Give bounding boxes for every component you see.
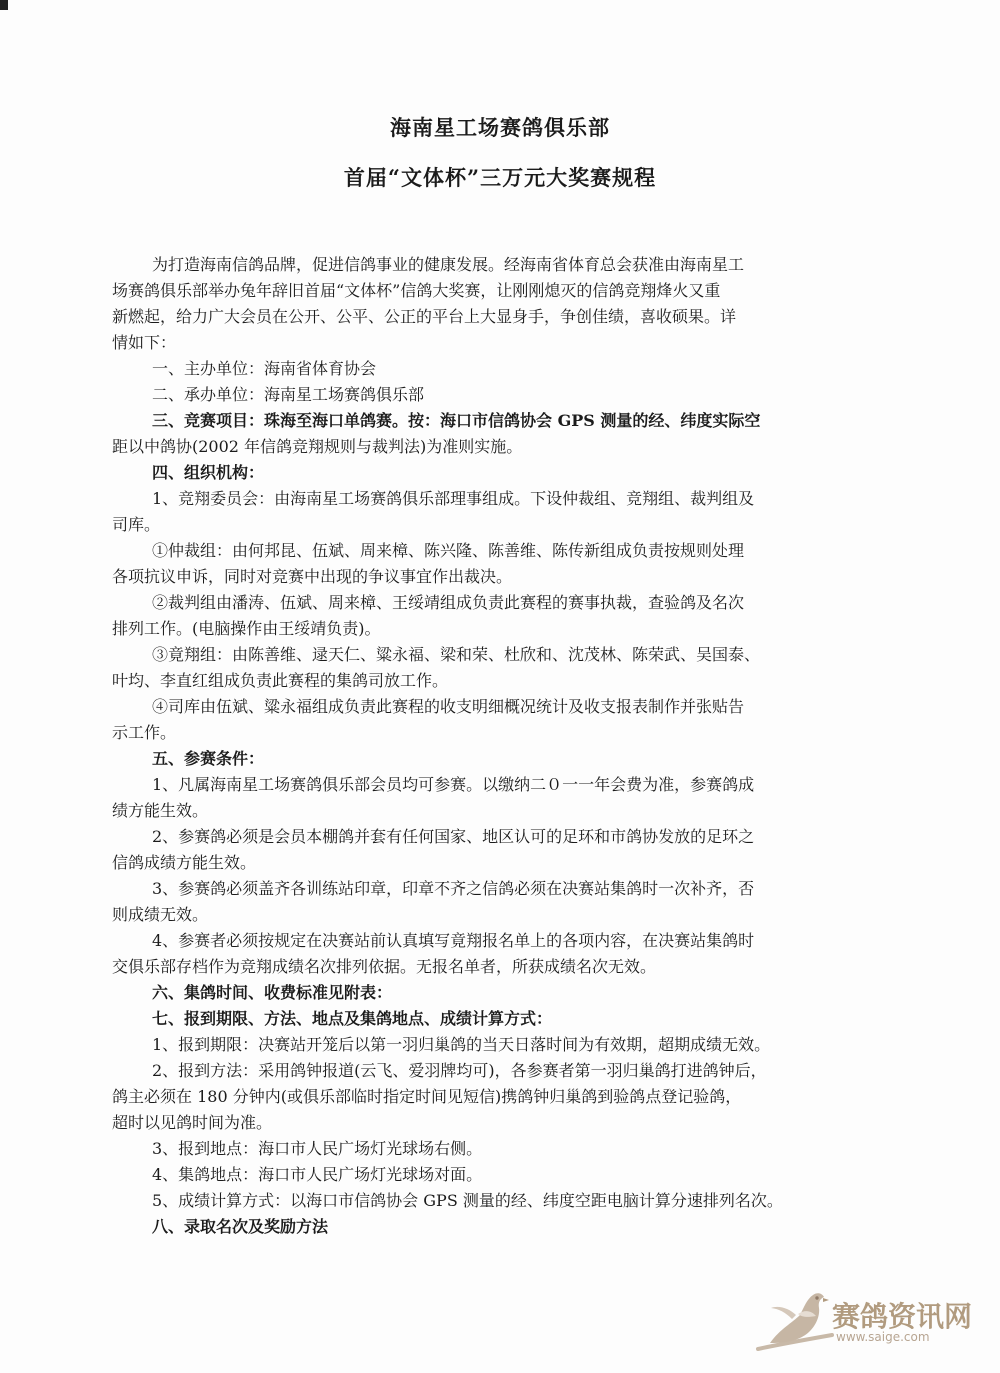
body-line: 交俱乐部存档作为竞翔成绩名次排列依据。无报名单者，所获成绩名次无效。 <box>112 957 657 976</box>
body-line: ④司库由伍斌、粱永福组成负责此赛程的收支明细概况统计及收支报表制作并张贴告 <box>152 697 745 716</box>
body-line: 场赛鸽俱乐部举办兔年辞旧首届“文体杯”信鸽大奖赛，让刚刚熄灭的信鸽竞翔烽火又重 <box>112 281 721 300</box>
body-line: 鸽主必须在 180 分钟内(或俱乐部临时指定时间见短信)携鸽钟归巢鸽到验鸽点登记验鸽， <box>112 1087 742 1106</box>
body-line: 则成绩无效。 <box>112 905 209 924</box>
body-line: 1、凡属海南星工场赛鸽俱乐部会员均可参赛。以缴纳二０一一年会费为准，参赛鸽成 <box>152 775 755 794</box>
body-line: 为打造海南信鸽品牌，促进信鸽事业的健康发展。经海南省体育总会获准由海南星工 <box>152 255 745 274</box>
body-line: 5、成绩计算方式：以海口市信鸽协会 GPS 测量的经、纬度空距电脑计算分速排列名次。 <box>152 1191 783 1210</box>
section-heading: 八、录取名次及奖励方法 <box>152 1217 329 1236</box>
body-line: 绩方能生效。 <box>112 801 209 820</box>
body-line: 情如下： <box>112 333 177 352</box>
scan-corner-mark <box>0 0 8 10</box>
body-line: 3、报到地点：海口市人民广场灯光球场右侧。 <box>152 1139 483 1158</box>
pigeon-logo-icon <box>752 1285 838 1357</box>
body-line: 叶均、李直红组成负责此赛程的集鸽司放工作。 <box>112 671 449 690</box>
body-line: 距以中鸽协(2002 年信鸽竞翔规则与裁判法)为准则实施。 <box>112 437 523 456</box>
section-heading: 四、组织机构： <box>152 463 265 482</box>
body-line: 4、参赛者必须按规定在决赛站前认真填写竟翔报名单上的各项内容，在决赛站集鸽时 <box>152 931 755 950</box>
club-title: 海南星工场赛鸽俱乐部 <box>390 115 610 140</box>
body-line: 司库。 <box>112 515 161 534</box>
body-line: 新燃起，给力广大会员在公开、公平、公正的平台上大显身手，争创佳绩，喜收硕果。详 <box>112 307 737 326</box>
body-line: ③竟翔组：由陈善维、逯天仁、粱永福、梁和荣、杜欣和、沈茂林、陈荣武、吴国泰、 <box>152 645 761 664</box>
site-watermark <box>752 1285 972 1357</box>
watermark-site-name: 赛鸽资讯网 <box>832 1300 973 1333</box>
body-line: 4、集鸽地点：海口市人民广场灯光球场对面。 <box>152 1165 483 1184</box>
body-line: 3、参赛鸽必须盖齐各训练站印章，印章不齐之信鸽必须在决赛站集鸽时一次补齐，否 <box>152 879 755 898</box>
body-line: 2、参赛鸽必须是会员本棚鸽并套有任何国家、地区认可的足环和市鸽协发放的足环之 <box>152 827 755 846</box>
body-line: 各项抗议申诉，同时对竞赛中出现的争议事宜作出裁决。 <box>112 567 513 586</box>
section-heading: 一、主办单位：海南省体育协会 <box>152 359 377 378</box>
section-heading: 二、承办单位：海南星工场赛鸽俱乐部 <box>152 385 425 404</box>
body-line: 示工作。 <box>112 723 177 742</box>
body-line: 超时以见鸽时间为准。 <box>112 1113 273 1132</box>
competition-title: 首届“文体杯”三万元大奖赛规程 <box>343 165 657 190</box>
section-heading: 三、竞赛项目：珠海至海口单鸽赛。按：海口市信鸽协会 GPS 测量的经、纬度实际空 <box>152 411 761 430</box>
section-heading: 七、报到期限、方法、地点及集鸽地点、成绩计算方式： <box>152 1009 553 1028</box>
body-line: ①仲裁组：由何邦昆、伍斌、周来樟、陈兴隆、陈善维、陈传新组成负责按规则处理 <box>152 541 745 560</box>
body-line: 2、报到方法：采用鸽钟报道(云飞、爱羽牌均可)，各参赛者第一羽归巢鸽打进鸽钟后， <box>152 1061 767 1080</box>
body-line: 1、竞翔委员会：由海南星工场赛鸽俱乐部理事组成。下设仲裁组、竞翔组、裁判组及 <box>152 489 755 508</box>
watermark-url: www.saige.com <box>836 1330 930 1344</box>
body-line: 排列工作。(电脑操作由王绥靖负责)。 <box>112 619 381 638</box>
body-line: ②裁判组由潘涛、伍斌、周来樟、王绥靖组成负责此赛程的赛事执裁，查验鸽及名次 <box>152 593 745 612</box>
section-heading: 五、参赛条件： <box>152 749 265 768</box>
body-line: 信鸽成绩方能生效。 <box>112 853 257 872</box>
section-heading: 六、集鸽时间、收费标准见附表： <box>152 983 393 1002</box>
body-line: 1、报到期限：决赛站开笼后以第一羽归巢鸽的当天日落时间为有效期，超期成绩无效。 <box>152 1035 771 1054</box>
